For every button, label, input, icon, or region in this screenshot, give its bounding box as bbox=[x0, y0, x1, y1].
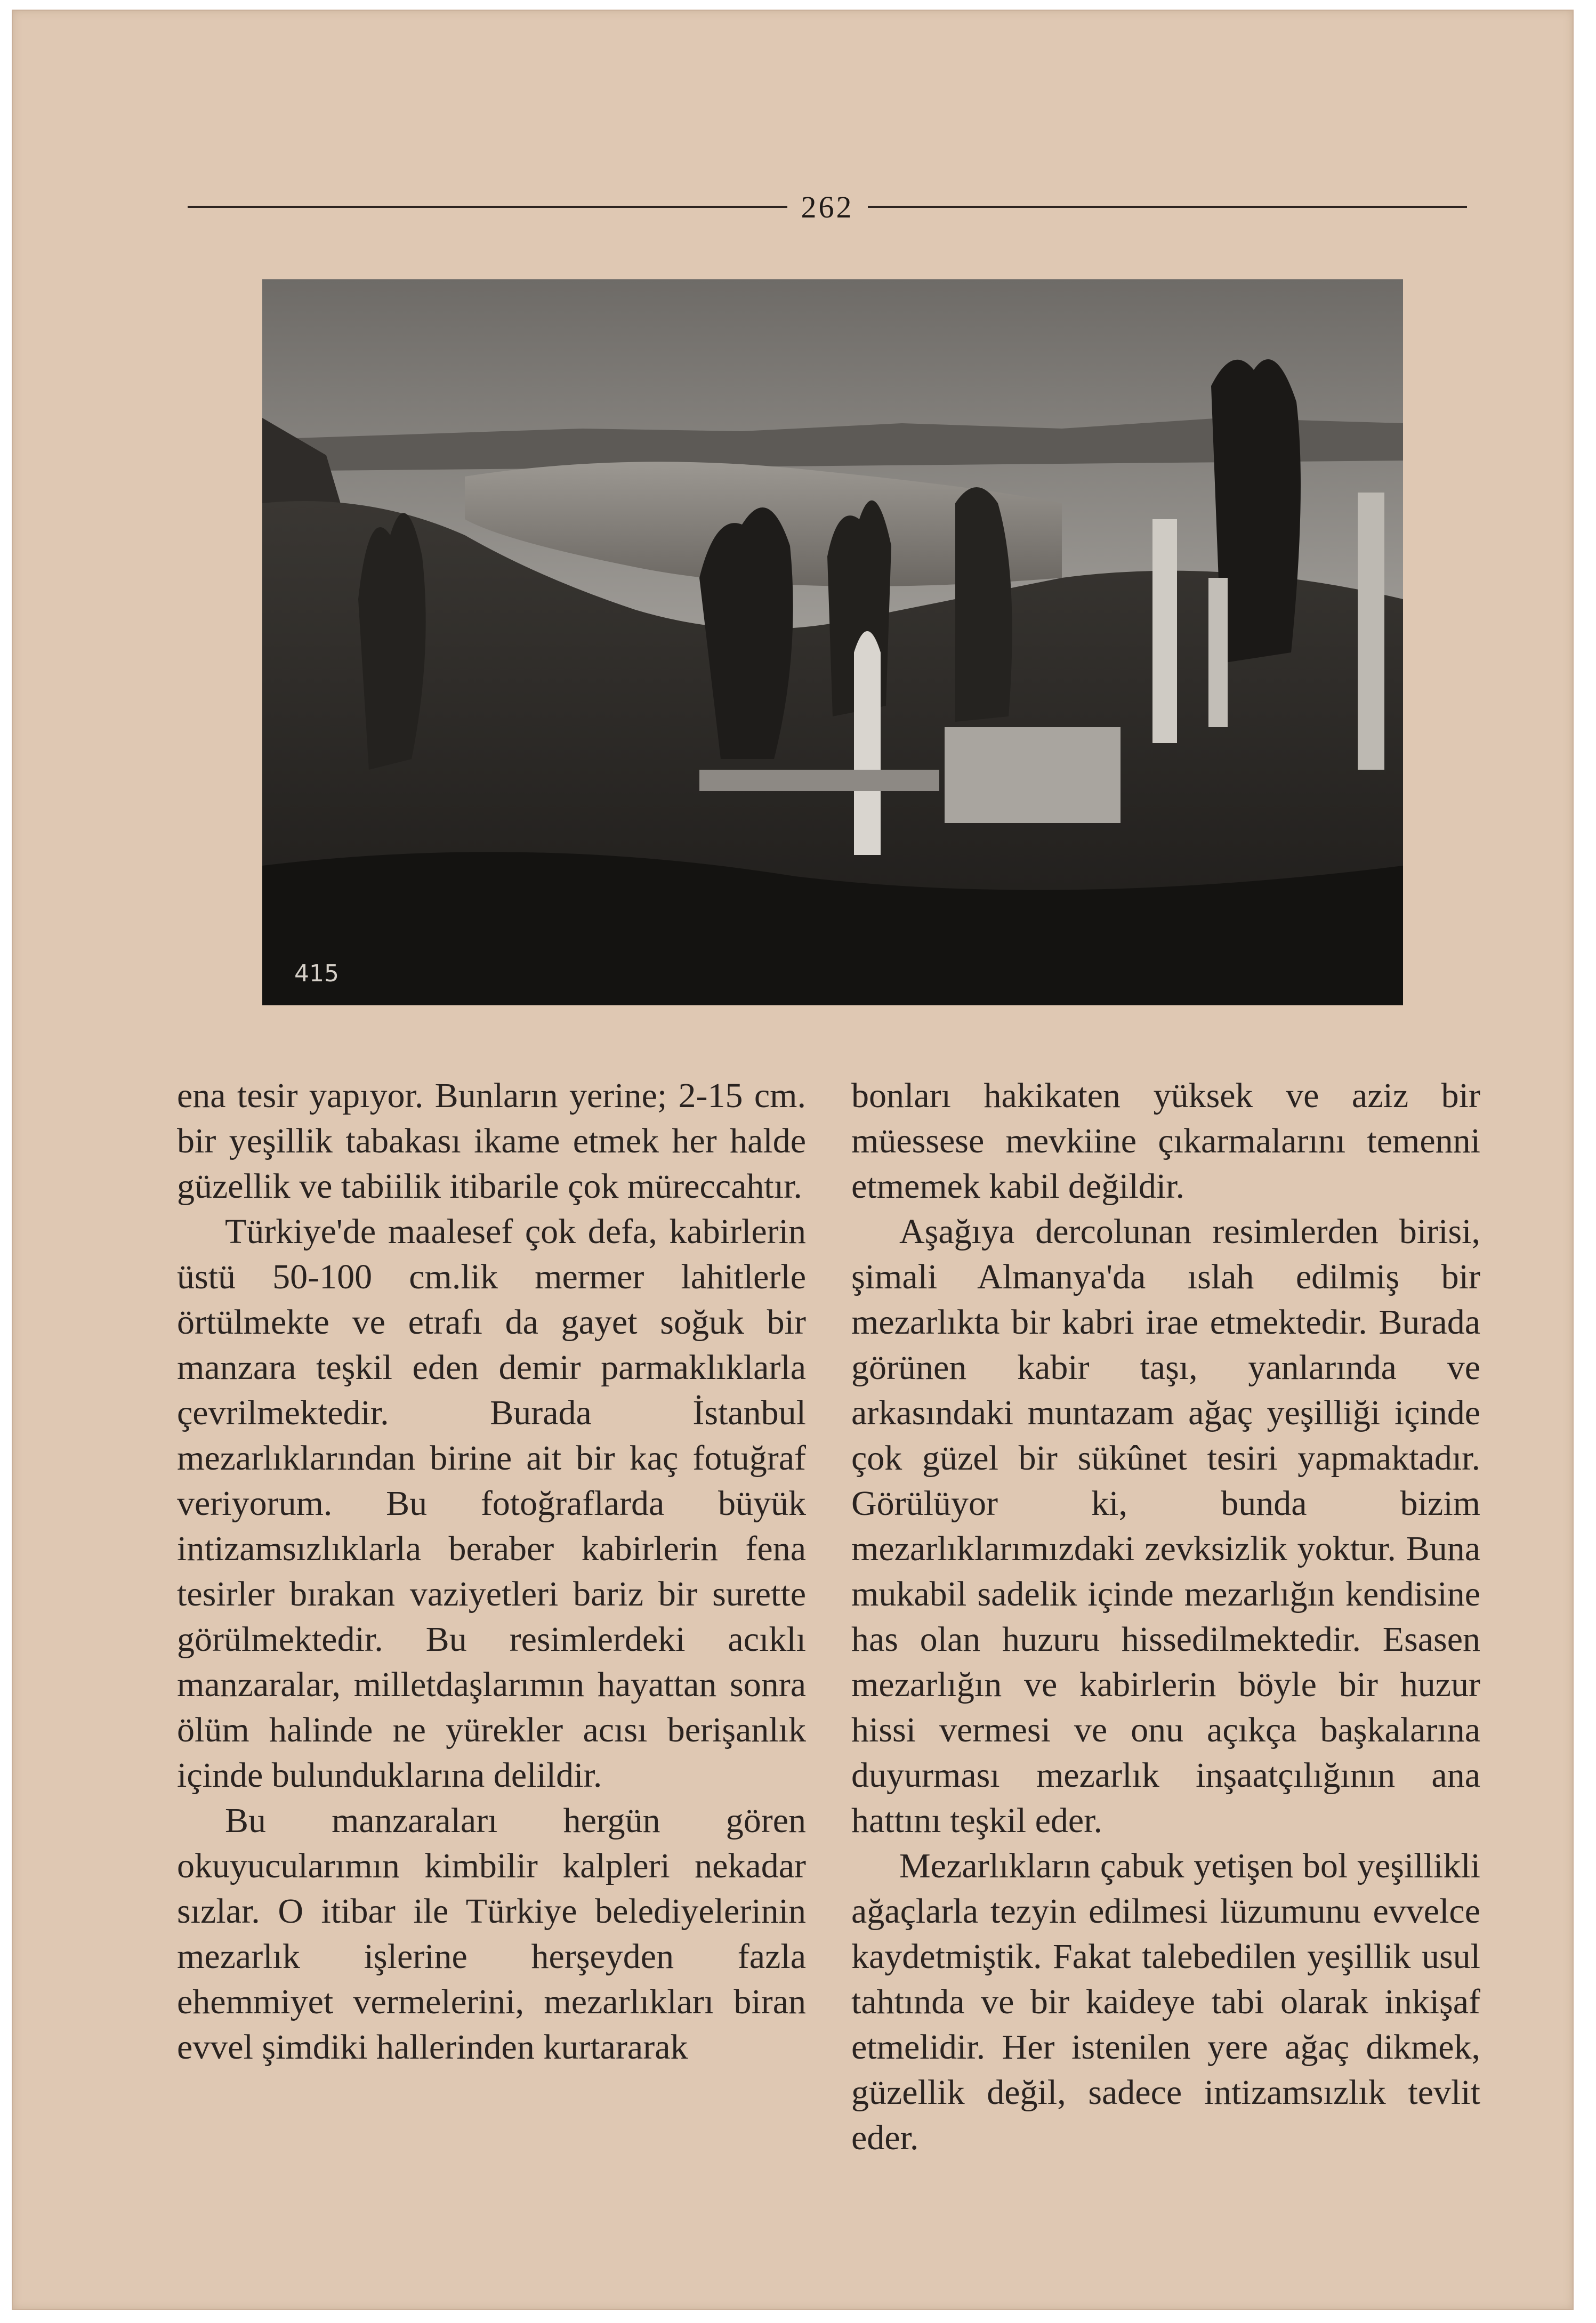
text-column-left bbox=[177, 1073, 806, 2070]
paragraph: bonları hakikaten yüksek ve aziz bir müessese mevkiine çıkarmalarını temenni etmemek kabil değildir. bbox=[851, 1076, 1480, 1206]
cemetery-photograph-image bbox=[262, 279, 1403, 1005]
paragraph: Türkiye'de maalesef çok defa, kabirlerin üstü 50-100 cm.lik mermer lahitlerle örtülmekte ve etrafı da gayet soğuk bir manzara teşkil eden demir parmaklıklarla çevrilmektedir. Burada İstanbul mezarlıklarından birine ait bir kaç fotuğraf veriyorum. Bu fotoğraflarda büyük intizamsızlıklarla beraber kabirlerin fena tesirler bırakan vaziyetleri bariz bir surette görülmektedir. Bu resimlerdeki acıklı manzaralar, milletdaşlarımın hayattan sonra ölüm halinde ne yürekler acısı berişanlık içinde bulunduklarına delildir. bbox=[177, 1212, 806, 1795]
paragraph: Mezarlıkların çabuk yetişen bol yeşillikli ağaçlarla tezyin edilmesi lüzumunu evvelce kaydetmiştik. Fakat talebedilen yeşillik usul tahtında ve bir kaideye tabi olarak inkişaf etmelidir. Her istenilen yere ağaç dikmek, güzellik değil, sadece intizamsızlık tevlit eder. bbox=[851, 1846, 1480, 2157]
text-column-right bbox=[851, 1073, 1480, 2160]
header-rule-right bbox=[868, 206, 1468, 208]
paragraph: ena tesir yapıyor. Bunların yerine; 2-15 cm. bir yeşillik tabakası ikame etmek her halde güzellik ve tabiilik itibarile çok müreccahtır. bbox=[177, 1076, 806, 1206]
page-header bbox=[188, 185, 1467, 228]
paragraph: Aşağıya dercolunan resimlerden birisi, şimali Almanya'da ıslah edilmiş bir mezarlıkta bir kabri irae etmektedir. Burada görünen kabir taşı, yanlarında ve arkasındaki muntazam ağaç yeşilliği içinde çok güzel bir sükûnet tesiri yapmaktadır. Görülüyor ki, bunda bizim mezarlıklarımızdaki zevksizlik yoktur. Buna mukabil sadelik içinde mezarlığın kendisine has olan huzuru hissedilmektedir. Esasen mezarlığın ve kabirlerin böyle bir huzur hissi vermesi ve onu açıkça başkalarına duyurması mezarlık inşaatçılığının ana hattını teşkil eder. bbox=[851, 1212, 1480, 1840]
photo-corner-mark: 415 bbox=[294, 960, 339, 987]
page-sheet bbox=[12, 10, 1574, 2310]
cemetery-photograph bbox=[262, 279, 1403, 1005]
header-rule-left bbox=[188, 206, 787, 208]
paragraph: Bu manzaraları hergün gören okuyucularımın kimbilir kalpleri nekadar sızlar. O itibar ile Türkiye belediyelerinin mezarlık işlerine herşeyden fazla ehemmiyet vermelerini, mezarlıkları biran evvel şimdiki hallerinden kurtararak bbox=[177, 1801, 806, 2067]
page-number: 262 bbox=[801, 189, 854, 224]
